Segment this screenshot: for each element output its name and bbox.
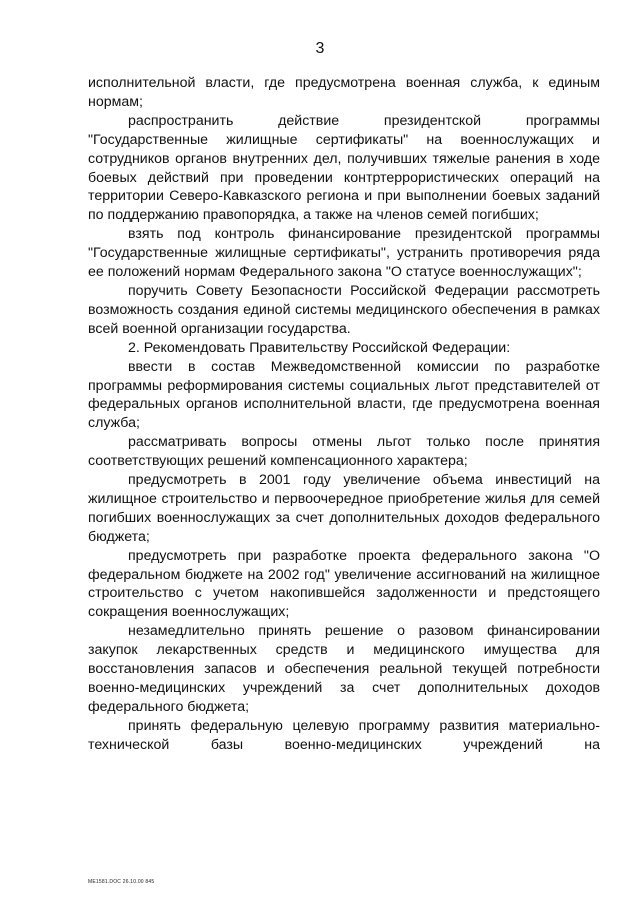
paragraph: незамедлительно принять решение о разовом финансировании закупок лекарственных средств и медицинского имущества для восстановления запасов и обеспечения реальной текущей потребности военно-медицинских учреждений за счет дополнительных доходов федерального бюджета; xyxy=(88,623,600,715)
paragraph: принять федеральную целевую программу развития материально-технической базы военно-медицинских учреждений на xyxy=(88,717,600,753)
paragraph: взять под контроль финансирование президентской программы "Государственные жилищные сертификаты", устранить противоречия ряда ее положений нормам Федерального закона "О статусе военнослужащих"; xyxy=(88,226,600,281)
paragraph: ввести в состав Межведомственной комиссии по разработке программы реформирования системы социальных льгот представителей от федеральных органов исполнительной власти, где предусмотрена военная служба; xyxy=(88,358,600,432)
body-text xyxy=(88,74,600,755)
paragraph: исполнительной власти, где предусмотрена военная служба, к единым нормам; xyxy=(88,75,600,110)
file-footer: ME1581.DOC 26.10.00 845 xyxy=(88,879,155,885)
paragraph: рассматривать вопросы отмены льгот только после принятия соответствующих решений компенсационного характера; xyxy=(88,434,600,470)
paragraph: распространить действие президентской программы "Государственные жилищные сертификаты" на военнослужащих и сотрудников органов внутренних дел, получивших тяжелые ранения в ходе боевых действий при проведении контртеррористических операций на территории Северо-Кавказского региона и при выполнении боевых заданий по поддержанию правопорядка, а также на членов семей погибших; xyxy=(88,112,600,224)
paragraph: предусмотреть при разработке проекта федерального закона "О федеральном бюджете на 2002 год" увеличение ассигнований на жилищное строительство с учетом накопившейся задолженности и предстоящего сокращения военнослужащих; xyxy=(88,547,600,621)
section-heading: 2. Рекомендовать Правительству Российской Федерации: xyxy=(128,339,511,356)
page-number: 3 xyxy=(315,40,325,57)
paragraph: поручить Совету Безопасности Российской Федерации рассмотреть возможность создания единой системы медицинского обеспечения в рамках всей военной организации государства. xyxy=(88,282,600,337)
paragraph: предусмотреть в 2001 году увеличение объема инвестиций на жилищное строительство и первоочередное приобретение жилья для семей погибших военнослужащих за счет дополнительных доходов федерального бюджета; xyxy=(88,472,600,545)
